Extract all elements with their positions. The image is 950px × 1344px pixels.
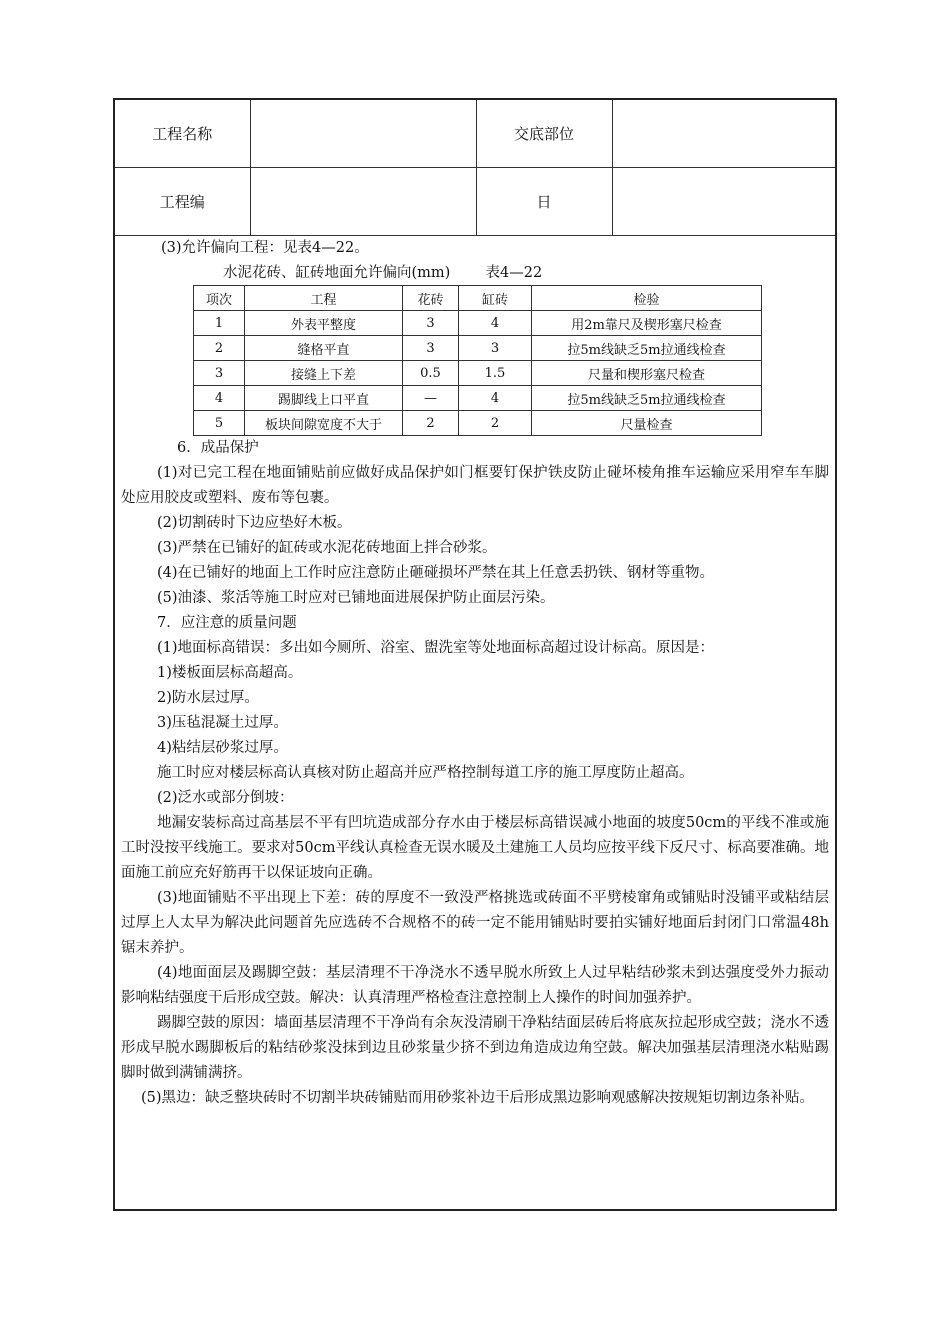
table-cell: 拉5m线缺乏5m拉通线检查 xyxy=(532,336,762,361)
table-cell: 用2m靠尺及楔形塞尺检查 xyxy=(532,311,762,336)
paragraph: (4)地面面层及踢脚空鼓：基层清理不干净浇水不透早脱水所致上人过早粘结砂浆未到达强度受外力振动影响粘结强度干后形成空鼓。解决：认真清理严格检查注意控制上人操作的时间加强养护。 xyxy=(121,965,829,1006)
table-cell: 3 xyxy=(403,311,459,336)
table-cell: 3 xyxy=(403,336,459,361)
table-cell: 接缝上下差 xyxy=(245,361,403,386)
table-cell: 1.5 xyxy=(459,361,532,386)
paragraph: (3)严禁在已铺好的缸砖或水泥花砖地面上拌合砂浆。 xyxy=(157,540,497,556)
table-cell: 拉5m线缺乏5m拉通线检查 xyxy=(532,386,762,411)
table-cell: 4 xyxy=(459,311,532,336)
table-cell: 5 xyxy=(194,411,245,436)
deviation-table xyxy=(193,285,762,436)
table-cell: 2 xyxy=(403,411,459,436)
table-header-row xyxy=(194,286,762,311)
paragraph: 7．应注意的质量问题 xyxy=(157,615,297,631)
table-cell: 1 xyxy=(194,311,245,336)
table-cell: 尺量和楔形塞尺检查 xyxy=(532,361,762,386)
table-row xyxy=(194,411,762,436)
project-name-value xyxy=(250,100,476,168)
paragraph: 2)防水层过厚。 xyxy=(157,690,259,706)
table-cell: 板块间隙宽度不大于 xyxy=(245,411,403,436)
date-value xyxy=(612,168,835,236)
table-cell: 2 xyxy=(194,336,245,361)
paragraph: (5)黑边：缺乏整块砖时不切割半块砖铺贴而用砂浆补边干后形成黑边影响观感解决按规矩切割边条补贴。 xyxy=(141,1090,815,1106)
table-number: 表4—22 xyxy=(485,265,543,281)
handover-part-value xyxy=(612,100,835,168)
table-cell: 尺量检查 xyxy=(532,411,762,436)
table-cell: 3 xyxy=(459,336,532,361)
paragraph: 1)楼板面层标高超高。 xyxy=(157,665,303,681)
table-header-cell: 花砖 xyxy=(403,286,459,311)
paragraph: (4)在已铺好的地面上工作时应注意防止砸碰损坏严禁在其上任意丢扔铁、钢材等重物。 xyxy=(157,565,715,581)
paragraph: 6．成品保护 xyxy=(177,440,259,456)
table-cell: 2 xyxy=(459,411,532,436)
paragraph: (2)切割砖时下边应垫好木板。 xyxy=(157,515,352,531)
paragraph: (2)泛水或部分倒坡： xyxy=(157,790,294,806)
table-cell: 3 xyxy=(194,361,245,386)
paragraph: (1)对已完工程在地面铺贴前应做好成品保护如门框要钉保护铁皮防止碰坏棱角推车运输应采用窄车车脚处应用胶皮或塑料、废布等包裹。 xyxy=(121,465,829,506)
table-caption-row xyxy=(115,261,835,285)
table-row xyxy=(194,386,762,411)
project-name-label: 工程名称 xyxy=(115,100,250,168)
document-frame xyxy=(113,98,837,1211)
date-label: 日 xyxy=(476,168,612,236)
table-row xyxy=(194,311,762,336)
paragraph: 3)压毡混凝土过厚。 xyxy=(157,715,288,731)
table-header-cell: 项次 xyxy=(194,286,245,311)
table-cell: 外表平整度 xyxy=(245,311,403,336)
paragraphs xyxy=(115,436,835,1111)
header-table xyxy=(115,100,835,236)
content-body xyxy=(115,236,835,1111)
section-3-intro: (3)允许偏向工程：见表4—22。 xyxy=(161,240,369,256)
paragraph: 4)粘结层砂浆过厚。 xyxy=(157,740,288,756)
table-row xyxy=(194,336,762,361)
table-cell: 踢脚线上口平直 xyxy=(245,386,403,411)
table-header-cell: 缸砖 xyxy=(459,286,532,311)
paragraph: 施工时应对楼层标高认真核对防止超高并应严格控制每道工序的施工厚度防止超高。 xyxy=(157,765,694,781)
table-row xyxy=(194,361,762,386)
paragraph: (3)地面铺贴不平出现上下差：砖的厚度不一致没严格挑选或砖面不平劈棱窜角或铺贴时没铺平或粘结层过厚上人太早为解决此问题首先应选砖不合规格不的砖一定不能用铺贴时要拍实铺好地面后封闭门口常温48h锯末养护。 xyxy=(121,890,829,956)
table-cell: 4 xyxy=(459,386,532,411)
table-caption: 水泥花砖、缸砖地面允许偏向(mm) xyxy=(223,265,451,281)
project-no-label: 工程编 xyxy=(115,168,250,236)
handover-part-label: 交底部位 xyxy=(476,100,612,168)
table-header-cell: 工程 xyxy=(245,286,403,311)
table-cell: 4 xyxy=(194,386,245,411)
table-cell: — xyxy=(403,386,459,411)
paragraph: (1)地面标高错误：多出如今厕所、浴室、盥洗室等处地面标高超过设计标高。原因是： xyxy=(157,640,715,656)
paragraph: 踢脚空鼓的原因：墙面基层清理不干净尚有余灰没清刷干净粘结面层砖后将底灰拉起形成空鼓；浇水不透形成早脱水踢脚板后的粘结砂浆没抹到边且砂浆量少挤不到边角造成边角空鼓。解决加强基层清理浇水粘贴踢脚时做到满铺满挤。 xyxy=(121,1015,829,1081)
paragraph: (5)油漆、浆活等施工时应对已铺地面进展保护防止面层污染。 xyxy=(157,590,555,606)
table-cell: 0.5 xyxy=(403,361,459,386)
project-no-value xyxy=(250,168,476,236)
paragraph: 地漏安装标高过高基层不平有凹坑造成部分存水由于楼层标高错误减小地面的坡度50cm的平线不准或施工时没按平线施工。要求对50cm平线认真检查无误水暖及土建施工人员均应按平线下反尺寸、标高要准确。地面施工前应充好筋再干以保证坡向正确。 xyxy=(121,815,829,881)
table-header-cell: 检验 xyxy=(532,286,762,311)
table-cell: 缝格平直 xyxy=(245,336,403,361)
